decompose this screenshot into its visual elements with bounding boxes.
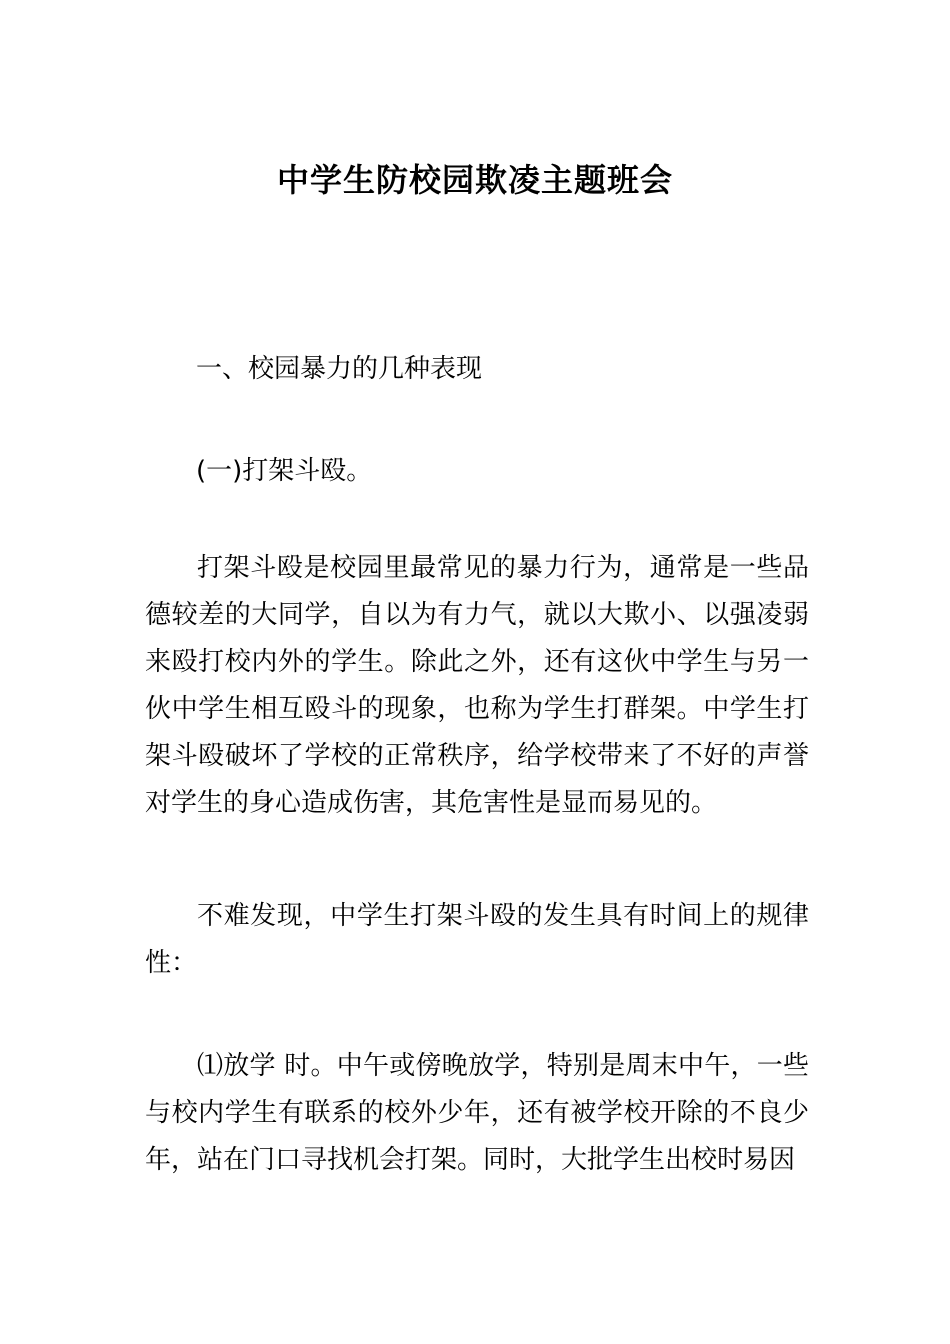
paragraph-after-school: ⑴放学 时。中午或傍晚放学，特别是周末中午，一些与校内学生有联系的校外少年，还有被学校开除的不良少年，站在门口寻找机会打架。同时，大批学生出校时易因 [145, 1051, 809, 1175]
section-heading: 一、校园暴力的几种表现 [196, 354, 483, 384]
paragraph-fighting: 打架斗殴是校园里最常见的暴力行为，通常是一些品德较差的大同学，自以为有力气，就以大欺小、以强凌弱来殴打校内外的学生。除此之外，还有这伙中学生与另一伙中学生相互殴斗的现象，也称为学生打群架。中学生打架斗殴破坏了学校的正常秩序，给学校带来了不好的声誉对学生的身心造成伤害，其危害性是显而易见的。 [145, 553, 809, 818]
document-title: 中学生防校园欺凌主题班会 [276, 161, 673, 199]
subheading: (一)打架斗殴。 [196, 456, 373, 486]
paragraph-pattern: 不难发现，中学生打架斗殴的发生具有时间上的规律性： [145, 901, 809, 978]
